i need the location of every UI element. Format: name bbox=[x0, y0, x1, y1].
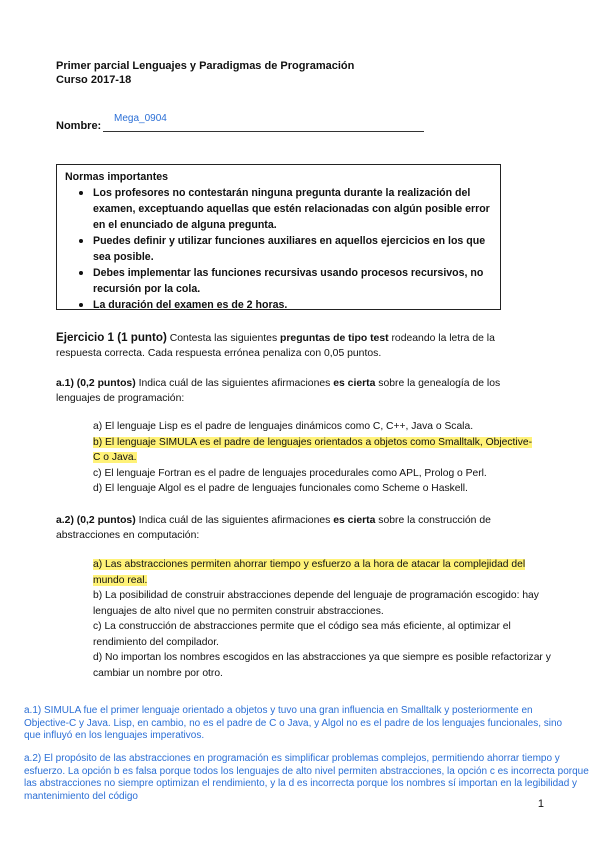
exercise-1-intro-bold: preguntas de tipo test bbox=[280, 333, 389, 344]
question-a1 bbox=[56, 376, 536, 406]
document-header bbox=[56, 59, 354, 87]
page-number: 1 bbox=[537, 798, 544, 810]
option-a1-b[interactable] bbox=[93, 435, 533, 466]
option-a2-a[interactable] bbox=[93, 557, 553, 588]
rules-heading: Normas importantes bbox=[65, 171, 169, 183]
explanation-a2: a.2) El propósito de las abstracciones en programación es simplificar problemas complejos, permitiendo ahorrar tiempo y esfuerzo. La opción b es falsa porque todos los lenguajes de alto nivel permiten abstracciones, la opción c es incorrecta porque las abstracciones no siempre optimizan el rendimiento, y la d es incorrecta porque los nombres sí importan en la legibilidad y mantenimiento del código bbox=[24, 753, 589, 802]
option-a1-b-text: b) El lenguaje SIMULA es el padre de lenguajes orientados a objetos como Smalltalk, Objective-C o Java. bbox=[93, 436, 533, 463]
question-a2-options bbox=[93, 557, 553, 681]
name-underline bbox=[103, 131, 424, 132]
question-a2-label: a.2) (0,2 puntos) bbox=[56, 515, 136, 526]
question-a1-label: a.1) (0,2 puntos) bbox=[56, 378, 136, 389]
question-a1-bold: es cierta bbox=[333, 378, 376, 389]
question-a2-text: Indica cuál de las siguientes afirmaciones bbox=[138, 515, 331, 526]
exercise-1-title: Ejercicio 1 (1 punto) bbox=[56, 331, 167, 344]
rules-list bbox=[65, 185, 492, 313]
option-a2-a-text: a) Las abstracciones permiten ahorrar tiempo y esfuerzo a la hora de atacar la complejidad del mundo real. bbox=[93, 559, 526, 586]
option-a1-c[interactable]: c) El lenguaje Fortran es el padre de lenguajes procedurales como APL, Prolog o Perl. bbox=[93, 467, 487, 479]
name-field-row bbox=[56, 113, 426, 133]
option-a1-a[interactable]: a) El lenguaje Lisp es el padre de lenguajes dinámicos como C, C++, Java o Scala. bbox=[93, 421, 474, 432]
exercise-1-intro-text-end: rodeando la letra de la respuesta correcta. Cada respuesta errónea penaliza con 0,05 puntos. bbox=[56, 333, 495, 359]
rule-item: La duración del examen es de 2 horas. bbox=[89, 297, 492, 313]
rule-item: Debes implementar las funciones recursivas usando procesos recursivos, no recursión por la cola. bbox=[89, 265, 492, 297]
option-a2-c[interactable]: c) La construcción de abstracciones permite que el código sea más eficiente, al optimizar el rendimiento del compilador. bbox=[93, 621, 511, 648]
explanation-a1: a.1) SIMULA fue el primer lenguaje orientado a objetos y tuvo una gran influencia en Smalltalk y posteriormente en Objective-C y Java. Lisp, en cambio, no es el padre de C o Java, y Algol no es el padre de los lenguajes funcionales, sino que influyó en los lenguajes imperativos. bbox=[24, 705, 563, 741]
exercise-1-intro bbox=[56, 330, 536, 361]
question-a1-text-end: sobre la genealogía de los lenguajes de programación: bbox=[56, 378, 501, 404]
exercise-1-intro-text: Contesta las siguientes bbox=[169, 333, 278, 344]
rule-item: Puedes definir y utilizar funciones auxiliares en aquellos ejercicios en los que sea posible. bbox=[89, 233, 492, 265]
option-a2-b[interactable]: b) La posibilidad de construir abstracciones depende del lenguaje de programación escogido: hay lenguajes de alto nivel que no permiten construir abstracciones. bbox=[93, 590, 539, 617]
question-a2 bbox=[56, 513, 536, 543]
document-title: Primer parcial Lenguajes y Paradigmas de Programación bbox=[56, 60, 355, 72]
name-field[interactable]: Mega_0904 bbox=[114, 113, 167, 124]
question-a1-options bbox=[93, 419, 533, 497]
name-label: Nombre: bbox=[56, 120, 102, 132]
rule-item: Los profesores no contestarán ninguna pregunta durante la realización del examen, exceptuando aquellas que estén relacionadas con algún posible error en el enunciado de alguna pregunta. bbox=[89, 185, 492, 233]
option-a1-d[interactable]: d) El lenguaje Algol es el padre de lenguajes funcionales como Scheme o Haskell. bbox=[93, 483, 468, 494]
question-a2-bold: es cierta bbox=[333, 515, 376, 526]
option-a2-d[interactable]: d) No importan los nombres escogidos en las abstracciones ya que siempre es posible refactorizar y cambiar un nombre por otro. bbox=[93, 652, 551, 679]
course-label: Curso 2017-18 bbox=[56, 74, 132, 86]
rules-box bbox=[56, 164, 501, 310]
question-a1-text: Indica cuál de las siguientes afirmaciones bbox=[138, 378, 331, 389]
question-a2-text-end: sobre la construcción de abstracciones en computación: bbox=[56, 515, 491, 541]
